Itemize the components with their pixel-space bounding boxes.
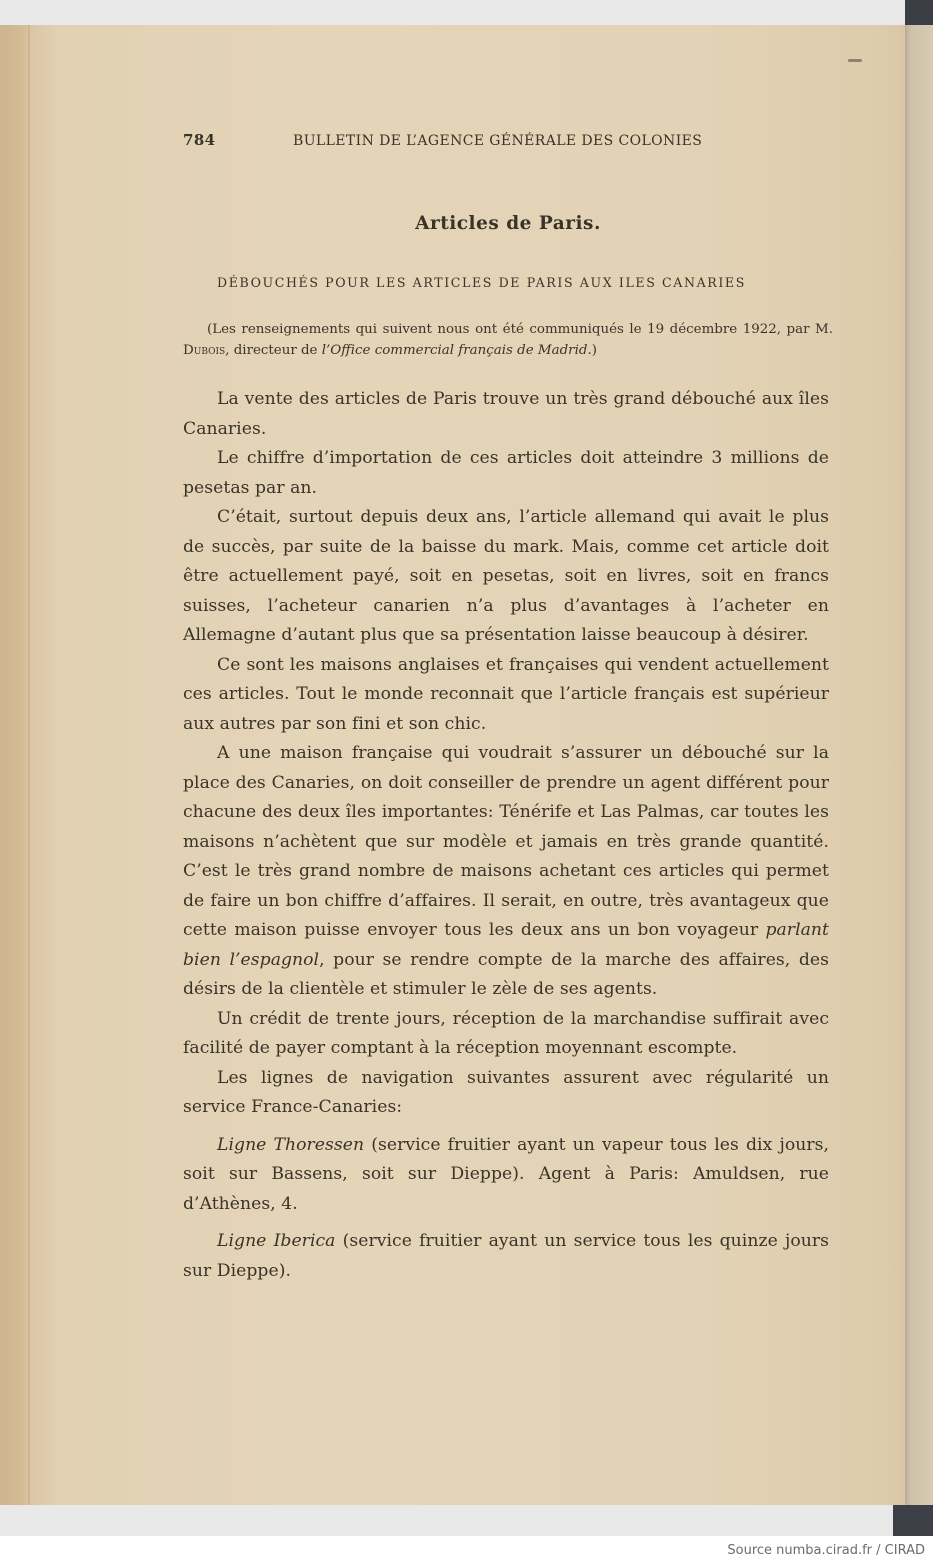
paragraph-text: A une maison française qui voudrait s’assurer un débouché sur la place des Canaries, on doit conseiller de prendre un agent différent pour chacune des deux îles importantes: Ténérife et Las Palmas, car toutes les maisons n’achètent que sur modèle et jamais en très grande quantité. C’est le très grand nombre de maisons achetant ces articles qui permet de faire un bon chiffre d’affaires. Il serait, en outre, très avantageux que cette maison puisse envoyer tous les deux ans un bon voyageur [183,743,829,940]
journal-title: BULLETIN DE L’AGENCE GÉNÉRALE DES COLONIES [293,133,703,149]
note-author: Dubois [183,343,226,358]
note-office: l’Office commercial français de Madrid. [321,343,592,358]
paragraph: Les lignes de navigation suivantes assurent avec régularité un service France-Canaries: [183,1067,829,1117]
paragraph-italic: parlant bien l’espagnol [183,920,829,970]
scanner-edge-bottom [893,1505,933,1536]
paragraph: La vente des articles de Paris trouve un très grand débouché aux îles Canaries. [183,389,829,439]
page-number: 784 [183,131,216,149]
source-caption: Source numba.cirad.fr / CIRAD [727,1543,925,1558]
paragraph [183,739,829,1005]
shipping-line-entry [183,1131,829,1220]
paper-speck [848,59,862,62]
article-title: Articles de Paris. [415,213,601,234]
scanner-edge-top [905,0,933,25]
article-subtitle: DÉBOUCHÉS POUR LES ARTICLES DE PARIS AUX ILES CANARIES [217,275,746,290]
page-binding-edge [905,25,933,1505]
shipping-line-name: Ligne Thoressen [217,1134,365,1155]
shipping-line-entry [183,1227,829,1286]
paragraph: C’était, surtout depuis deux ans, l’article allemand qui avait le plus de succès, par suite de la baisse du mark. Mais, comme cet article doit être actuellement payé, soit en pesetas, soit en livres, soit en francs suisses, l’acheteur canarien n’a plus d’avantages à l’acheter en Allemagne d’autant plus que sa présentation laisse beaucoup à désirer. [183,507,829,645]
paragraph: Ce sont les maisons anglaises et françaises qui vendent actuellement ces articles. Tout le monde reconnait que l’article français est supérieur aux autres par son fini et son chic. [183,654,829,734]
shipping-line-description: (service fruitier ayant un vapeur tous les dix jours, soit sur Bassens, soit sur Dieppe). Agent à Paris: Amuldsen, rue d’Athènes, 4. [183,1134,829,1214]
article-body [183,385,829,1286]
shipping-line-name: Ligne Iberica [217,1231,336,1251]
note-text: ) [591,343,597,358]
note-text: , directeur de [225,343,322,358]
paragraph-text: , pour se rendre compte de la marche des affaires, des désirs de la clientèle et stimuler le zèle de ses agents. [183,949,829,999]
paragraph: Un crédit de trente jours, réception de la marchandise suffirait avec facilité de payer comptant à la réception moyennant escompte. [183,1008,829,1058]
note-text: (Les renseignements qui suivent nous ont été communiqués le 19 décembre 1922, par M. [207,322,833,337]
source-note [183,319,833,361]
shipping-line-description: (service fruitier ayant un service tous les quinze jours sur Dieppe). [183,1231,829,1281]
paragraph: Le chiffre d’importation de ces articles doit atteindre 3 millions de pesetas par an. [183,448,829,498]
